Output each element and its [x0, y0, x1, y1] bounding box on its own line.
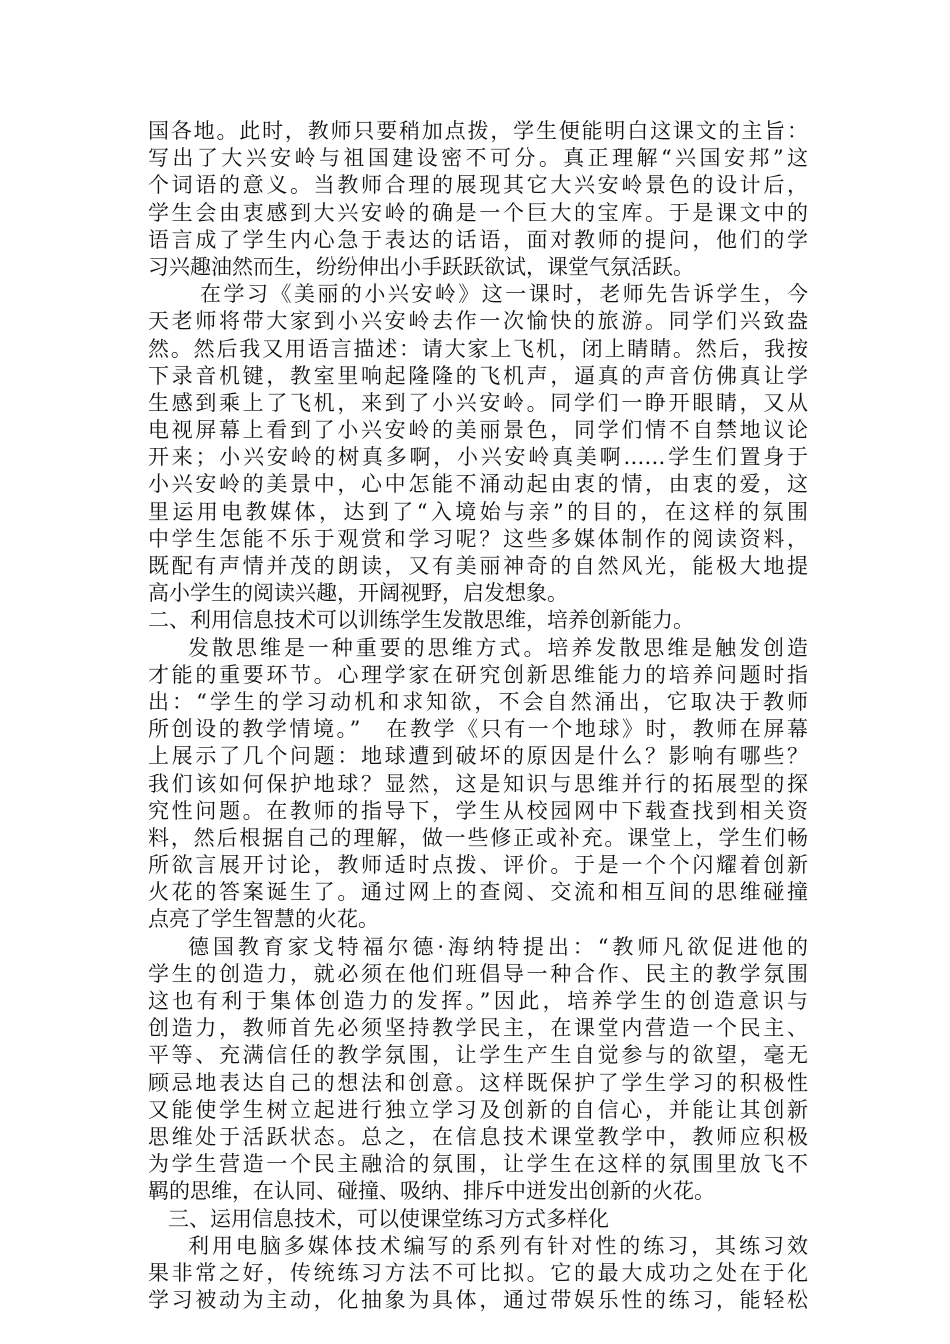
text-line: 点亮了学生智慧的火花。: [148, 907, 379, 932]
text-line: 料，然后根据自己的理解，做一些修正或补充。课堂上，学生们畅: [148, 825, 808, 850]
document-body: [148, 118, 808, 1314]
text-line: 又能使学生树立起进行独立学习及创新的自信心，并能让其创新: [148, 1097, 808, 1122]
text-line: 习兴趣油然而生，纷纷伸出小手跃跃欲试，课堂气氛活跃。: [148, 254, 694, 279]
text-line: 创造力，教师首先必须坚持教学民主，在课堂内营造一个民主、: [148, 1016, 808, 1041]
text-line: 国各地。此时，教师只要稍加点拨，学生便能明白这课文的主旨：: [148, 119, 808, 143]
text-line: 既配有声情并茂的朗读，又有美丽神奇的自然风光，能极大地提: [148, 554, 808, 578]
text-line: 这也有利于集体创造力的发挥。”因此，培养学生的创造意识与: [148, 989, 808, 1013]
text-line: 我们该如何保护地球？显然，这是知识与思维并行的拓展型的探: [148, 771, 808, 796]
text-line: 所创设的教学情境。” 在教学《只有一个地球》时，教师在屏幕: [148, 717, 808, 742]
text-line: 德国教育家戈特福尔德·海纳特提出：“教师凡欲促进他的: [188, 934, 808, 959]
text-line: 小兴安岭的美景中，心中怎能不涌动起由衷的情，由衷的爱，这: [148, 472, 808, 497]
text-line: 写出了大兴安岭与祖国建设密不可分。真正理解“兴国安邦”这: [148, 146, 808, 171]
text-line: 电视屏幕上看到了小兴安岭的美丽景色，同学们情不自禁地议论: [148, 418, 808, 443]
text-line: 天老师将带大家到小兴安岭去作一次愉快的旅游。同学们兴致盎: [148, 309, 808, 334]
text-line: 然。然后我又用语言描述：请大家上飞机，闭上睛睛。然后，我按: [148, 336, 808, 361]
text-line: 火花的答案诞生了。通过网上的查阅、交流和相互间的思维碰撞: [148, 880, 808, 905]
text-line: 语言成了学生内心急于表达的话语，面对教师的提问，他们的学: [148, 227, 808, 252]
section-heading: [148, 607, 808, 634]
text-line: 个词语的意义。当教师合理的展现其它大兴安岭景色的设计后，: [148, 173, 808, 198]
text-line: 果非常之好，传统练习方法不可比拟。它的最大成功之处在于化: [148, 1260, 808, 1285]
text-line: 顾忌地表达自己的想法和创意。这样既保护了学生学习的积极性: [148, 1070, 808, 1095]
paragraph: [148, 281, 808, 607]
text-line: 生感到乘上了飞机，来到了小兴安岭。同学们一睁开眼睛，又从: [148, 390, 808, 415]
text-line: 下录音机键，教室里响起隆隆的飞机声，逼真的声音仿佛真让学: [148, 363, 808, 388]
text-line: 学习被动为主动，化抽象为具体，通过带娱乐性的练习，能轻松: [148, 1288, 808, 1313]
text-line: 学生的创造力，就必须在他们班倡导一种合作、民主的教学氛围: [148, 961, 808, 986]
text-line: 平等、充满信任的教学氛围，让学生产生自觉参与的欲望，毫无: [148, 1043, 808, 1068]
text-line: 利用电脑多媒体技术编写的系列有针对性的练习，其练习效: [188, 1233, 808, 1258]
text-line: 上展示了几个问题：地球遭到破坏的原因是什么？影响有哪些？: [148, 744, 808, 769]
section-heading: [148, 1206, 808, 1233]
text-line: 发散思维是一种重要的思维方式。培养发散思维是触发创造: [188, 635, 808, 660]
paragraph: [148, 1233, 808, 1315]
text-line: 为学生营造一个民主融洽的氛围，让学生在这样的氛围里放飞不: [148, 1152, 808, 1177]
text-line: 里运用电教媒体，达到了“入境始与亲”的目的，在这样的氛围: [148, 499, 808, 524]
text-line: 羁的思维，在认同、碰撞、吸纳、排斥中迸发出创新的火花。: [148, 1179, 715, 1204]
text-line: 究性问题。在教师的指导下，学生从校园网中下载查找到相关资: [148, 798, 808, 823]
heading-text: 三、运用信息技术，可以使课堂练习方式多样化: [168, 1206, 609, 1231]
paragraph: [148, 934, 808, 1206]
text-line: 高小学生的阅读兴趣，开阔视野，启发想象。: [148, 581, 568, 606]
text-line: 在学习《美丽的小兴安岭》这一课时，老师先告诉学生，今: [200, 282, 808, 307]
text-line: 学生会由衷感到大兴安岭的确是一个巨大的宝库。于是课文中的: [148, 200, 808, 225]
text-line: 才能的重要环节。心理学家在研究创新思维能力的培养问题时指: [148, 662, 808, 687]
heading-text: 二、利用信息技术可以训练学生发散思维，培养创新能力。: [148, 608, 694, 633]
text-line: 开来；小兴安岭的树真多啊，小兴安岭真美啊……学生们置身于: [148, 445, 808, 470]
text-line: 所欲言展开讨论，教师适时点拨、评价。于是一个个闪耀着创新: [148, 853, 808, 878]
paragraph: [148, 635, 808, 934]
text-line: 思维处于活跃状态。总之，在信息技术课堂教学中，教师应积极: [148, 1124, 808, 1149]
text-line: 中学生怎能不乐于观赏和学习呢？这些多媒体制作的阅读资料，: [148, 526, 808, 551]
paragraph: [148, 118, 808, 281]
text-line: 出：“学生的学习动机和求知欲，不会自然涌出，它取决于教师: [148, 689, 808, 714]
